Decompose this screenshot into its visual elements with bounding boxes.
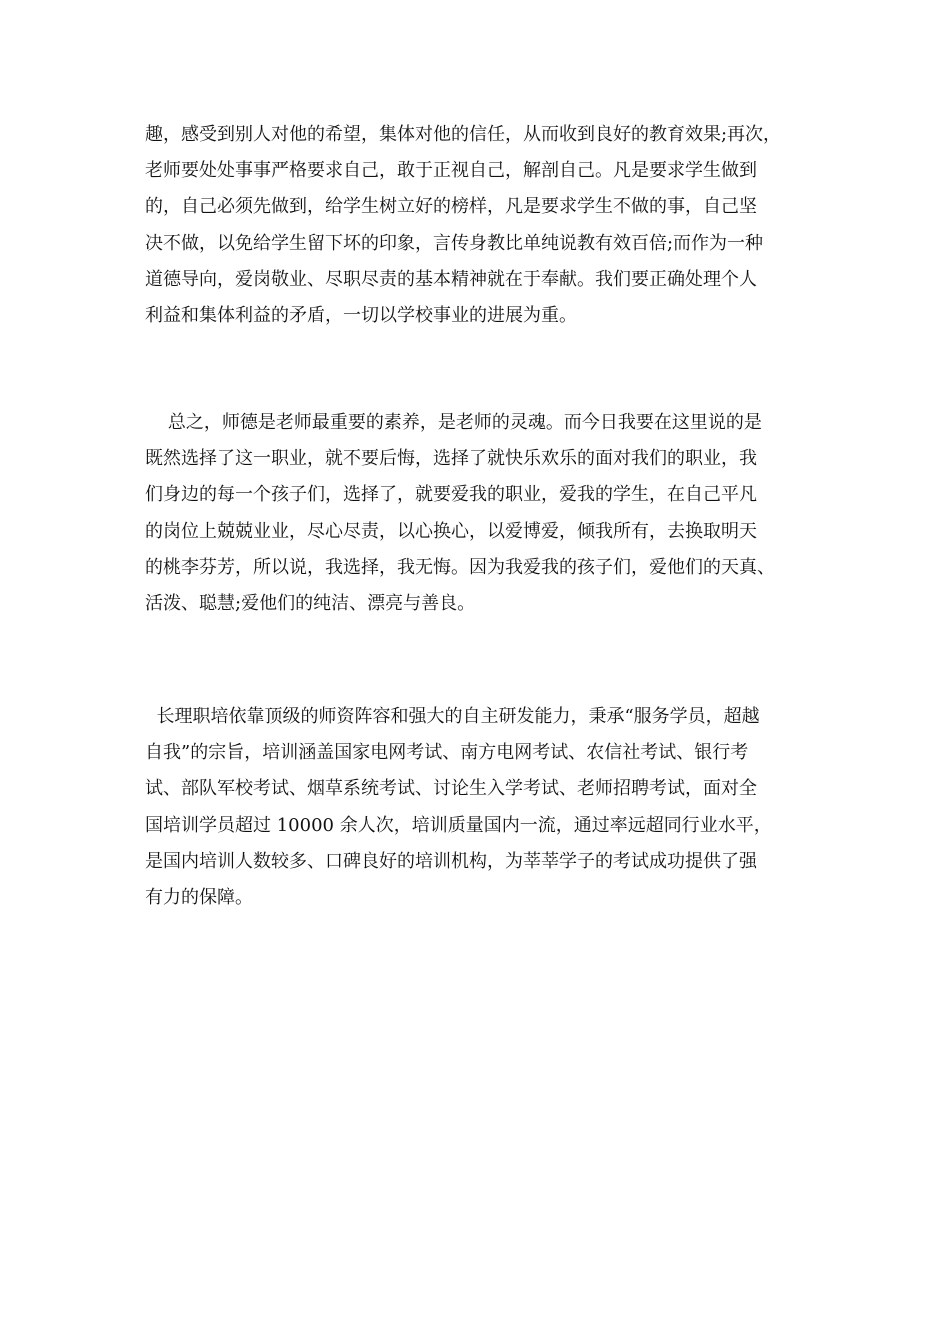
paragraph-1 — [145, 117, 815, 334]
paragraph-2-line-3: 们身边的每一个孩子们，选择了，就要爱我的职业，爱我的学生，在自己平凡 — [145, 484, 757, 506]
paragraph-2-line-2: 既然选择了这一职业，就不要后悔，选择了就快乐欢乐的面对我们的职业，我 — [145, 448, 757, 470]
paragraph-3 — [145, 699, 815, 916]
paragraph-2 — [145, 405, 815, 622]
paragraph-3-line-4: 国培训学员超过 10000 余人次，培训质量国内一流，通过率远超同行业水平， — [145, 814, 772, 836]
paragraph-1-line-6: 利益和集体利益的矛盾，一切以学校事业的进展为重。 — [145, 304, 577, 326]
paragraph-2-line-1: 总之，师德是老师最重要的素养，是老师的灵魂。而今日我要在这里说的是 — [145, 412, 762, 433]
paragraph-2-line-4: 的岗位上兢兢业业，尽心尽责，以心换心，以爱博爱，倾我所有，去换取明天 — [145, 520, 757, 542]
paragraph-1-line-1: 趣，感受到别人对他的希望，集体对他的信任，从而收到良好的教育效果;再次， — [145, 124, 782, 145]
paragraph-1-line-2: 老师要处处事事严格要求自己，敢于正视自己，解剖自己。凡是要求学生做到 — [145, 160, 757, 182]
paragraph-1-line-5: 道德导向，爱岗敬业、尽职尽责的基本精神就在于奉献。我们要正确处理个人 — [145, 268, 757, 290]
paragraph-3-line-6: 有力的保障。 — [145, 886, 253, 908]
paragraph-1-line-4: 决不做，以免给学生留下坏的印象，言传身教比单纯说教有效百倍;而作为一种 — [145, 232, 764, 254]
paragraph-3-line-3: 试、部队军校考试、烟草系统考试、讨论生入学考试、老师招聘考试，面对全 — [145, 778, 757, 800]
paragraph-3-line-5: 是国内培训人数较多、口碑良好的培训机构，为莘莘学子的考试成功提供了强 — [145, 850, 757, 872]
paragraph-2-line-6: 活泼、聪慧;爱他们的纯洁、漂亮与善良。 — [145, 592, 476, 614]
paragraph-3-line-1: 长理职培依靠顶级的师资阵容和强大的自主研发能力，秉承“服务学员，超越 — [145, 706, 760, 727]
paragraph-1-line-3: 的，自己必须先做到，给学生树立好的榜样，凡是要求学生不做的事，自己坚 — [145, 196, 757, 218]
paragraph-3-line-2: 自我”的宗旨，培训涵盖国家电网考试、南方电网考试、农信社考试、银行考 — [145, 742, 749, 764]
paragraph-2-line-5: 的桃李芬芳，所以说，我选择，我无悔。因为我爱我的孩子们，爱他们的天真、 — [145, 556, 775, 578]
